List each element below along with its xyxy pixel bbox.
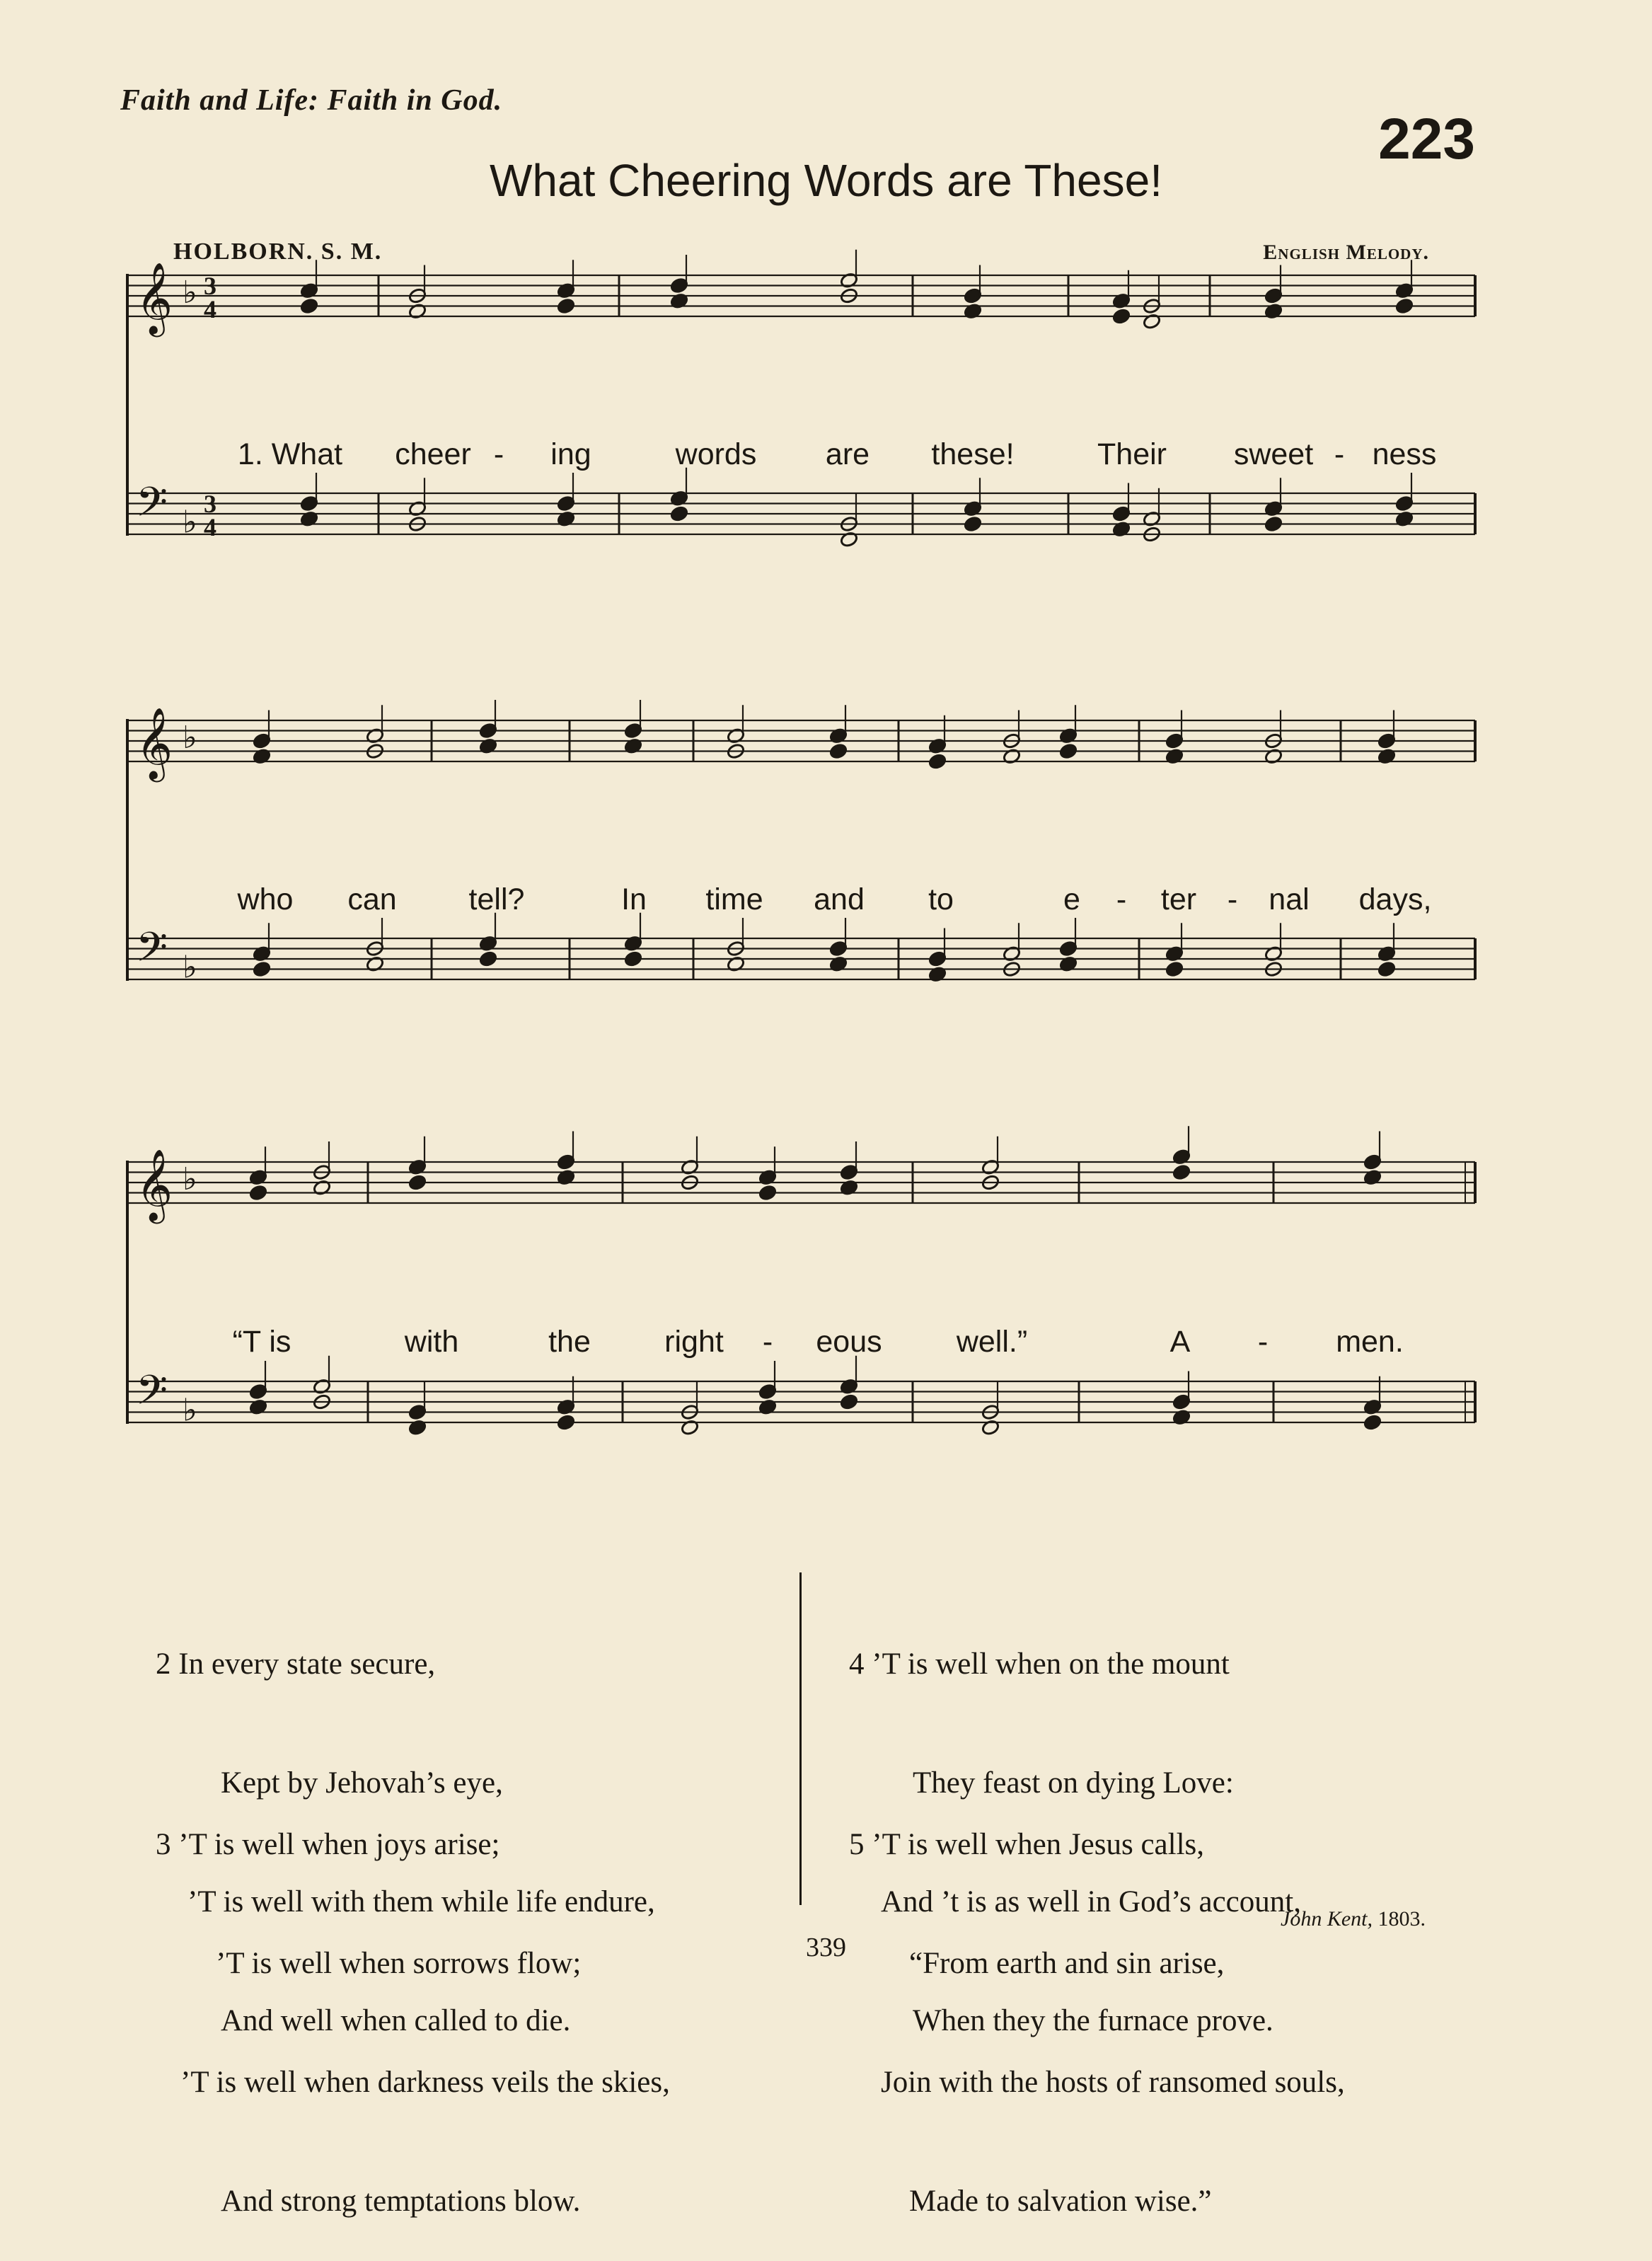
time-signature-numerator: 3 xyxy=(204,490,216,518)
lyric-hyphen: - xyxy=(1227,882,1238,916)
note-head xyxy=(964,516,983,533)
verse-line: 5 ’T is well when Jesus calls, xyxy=(849,1828,1204,1861)
lyric-syllable: men. xyxy=(1336,1325,1404,1359)
flat-icon: ♭ xyxy=(183,504,197,541)
verse-line: Made to salvation wise.” xyxy=(909,2185,1212,2218)
note-head xyxy=(249,1185,268,1202)
verse-line: They feast on dying Love: xyxy=(913,1766,1234,1800)
time-signature-denominator: 4 xyxy=(204,295,216,323)
flat-icon: ♭ xyxy=(183,1161,197,1197)
verse-line: And well when called to die. xyxy=(221,2004,571,2037)
note-head xyxy=(758,1185,778,1202)
bass-clef-icon: 𝄢 xyxy=(136,478,168,536)
verse-line: And strong temptations blow. xyxy=(221,2185,581,2218)
time-signature-numerator: 3 xyxy=(204,272,216,300)
lyric-hyphen: - xyxy=(1334,437,1345,471)
note-head xyxy=(1377,961,1397,978)
lyric-syllable: are xyxy=(825,437,870,471)
verse-line: When they the furnace prove. xyxy=(913,2004,1273,2037)
page-number: 339 xyxy=(806,1933,846,1962)
lyric-syllable: Their xyxy=(1097,437,1167,471)
flat-icon: ♭ xyxy=(183,720,197,756)
author-attribution xyxy=(1281,1907,1426,1931)
treble-clef-icon: 𝄞 xyxy=(136,706,173,779)
note-head xyxy=(557,1414,576,1431)
lyric-syllable: “T is xyxy=(232,1325,291,1359)
note-head xyxy=(840,1393,859,1410)
treble-clef-icon: 𝄞 xyxy=(136,261,173,334)
lyric-syllable: the xyxy=(548,1325,591,1359)
verse-line: “From earth and sin arise, xyxy=(909,1947,1225,1980)
lyric-syllable: ter xyxy=(1160,882,1197,916)
verse-3 xyxy=(156,1746,670,2261)
hymn-title: What Cheering Words are These! xyxy=(490,155,1162,206)
note-head xyxy=(253,961,272,978)
lyric-hyphen: - xyxy=(1116,882,1127,916)
bass-clef-icon: 𝄢 xyxy=(136,923,168,982)
note-head xyxy=(670,505,689,522)
lyric-syllable: can xyxy=(347,882,397,916)
lyric-syllable: eous xyxy=(816,1325,882,1359)
verse-line: 3 ’T is well when joys arise; xyxy=(156,1828,500,1861)
verse-column-divider xyxy=(799,1572,802,1905)
note-head xyxy=(408,1174,427,1191)
note-head xyxy=(300,298,319,315)
lyric-syllable: who xyxy=(237,882,294,916)
note-head xyxy=(1264,516,1283,533)
lyric-syllable: these! xyxy=(931,437,1015,471)
treble-clef-icon: 𝄞 xyxy=(136,1148,173,1221)
lyric-syllable: e xyxy=(1063,882,1080,916)
bass-clef-icon: 𝄢 xyxy=(136,1366,168,1425)
lyric-syllable: to xyxy=(928,882,954,916)
verse-line: Kept by Jehovah’s eye, xyxy=(221,1766,503,1800)
flat-icon: ♭ xyxy=(183,1392,197,1429)
time-signature-denominator: 4 xyxy=(204,513,216,541)
note-head xyxy=(1112,308,1131,325)
lyric-syllable: ing xyxy=(550,437,591,471)
verse-line: 2 In every state secure, xyxy=(156,1647,436,1681)
author-year: 1803. xyxy=(1377,1907,1426,1931)
lyric-syllable: well.” xyxy=(956,1325,1028,1359)
verse-line: ’T is well when darkness veils the skies, xyxy=(180,2066,670,2099)
lyric-syllable: sweet xyxy=(1233,437,1314,471)
hymn-number: 223 xyxy=(1378,107,1475,171)
verse-line: Join with the hosts of ransomed souls, xyxy=(881,2066,1345,2099)
note-head xyxy=(479,950,498,967)
note-head xyxy=(1395,298,1414,315)
lyric-hyphen: - xyxy=(762,1325,773,1359)
composer-credit: English Melody. xyxy=(1263,241,1429,264)
note-head xyxy=(829,743,848,760)
lyric-syllable: time xyxy=(705,882,763,916)
lyric-syllable: days, xyxy=(1358,882,1432,916)
section-heading: Faith and Life: Faith in God. xyxy=(120,84,503,117)
note-head xyxy=(1363,1414,1382,1431)
lyric-syllable: with xyxy=(404,1325,459,1359)
note-head xyxy=(1059,743,1078,760)
note-head xyxy=(624,950,643,967)
author-name: John Kent, xyxy=(1281,1907,1373,1931)
lyric-syllable: 1. What xyxy=(237,437,343,471)
lyric-syllable: right xyxy=(664,1325,724,1359)
lyric-syllable: tell? xyxy=(468,882,525,916)
note-head xyxy=(557,298,576,315)
lyric-hyphen: - xyxy=(1257,1325,1269,1359)
note-head xyxy=(1165,961,1184,978)
verse-line: And ’t is as well in God’s account, xyxy=(881,1885,1301,1918)
flat-icon: ♭ xyxy=(183,275,197,311)
note-head xyxy=(928,753,947,770)
verse-line: ’T is well when sorrows flow; xyxy=(216,1947,582,1980)
lyric-syllable: words xyxy=(675,437,757,471)
tune-name: HOLBORN. S. M. xyxy=(173,238,383,265)
verse-line: ’T is well with them while life endure, xyxy=(187,1885,655,1918)
note-head xyxy=(1172,1164,1191,1181)
lyric-hyphen: - xyxy=(493,437,504,471)
lyric-syllable: and xyxy=(814,882,865,916)
flat-icon: ♭ xyxy=(183,949,197,986)
lyric-syllable: cheer xyxy=(395,437,471,471)
lyric-syllable: In xyxy=(621,882,647,916)
lyric-syllable: ness xyxy=(1372,437,1437,471)
verse-line: 4 ’T is well when on the mount xyxy=(849,1647,1230,1681)
lyric-syllable: A xyxy=(1169,1325,1191,1359)
lyric-syllable: nal xyxy=(1269,882,1310,916)
verse-5 xyxy=(849,1746,1345,2261)
